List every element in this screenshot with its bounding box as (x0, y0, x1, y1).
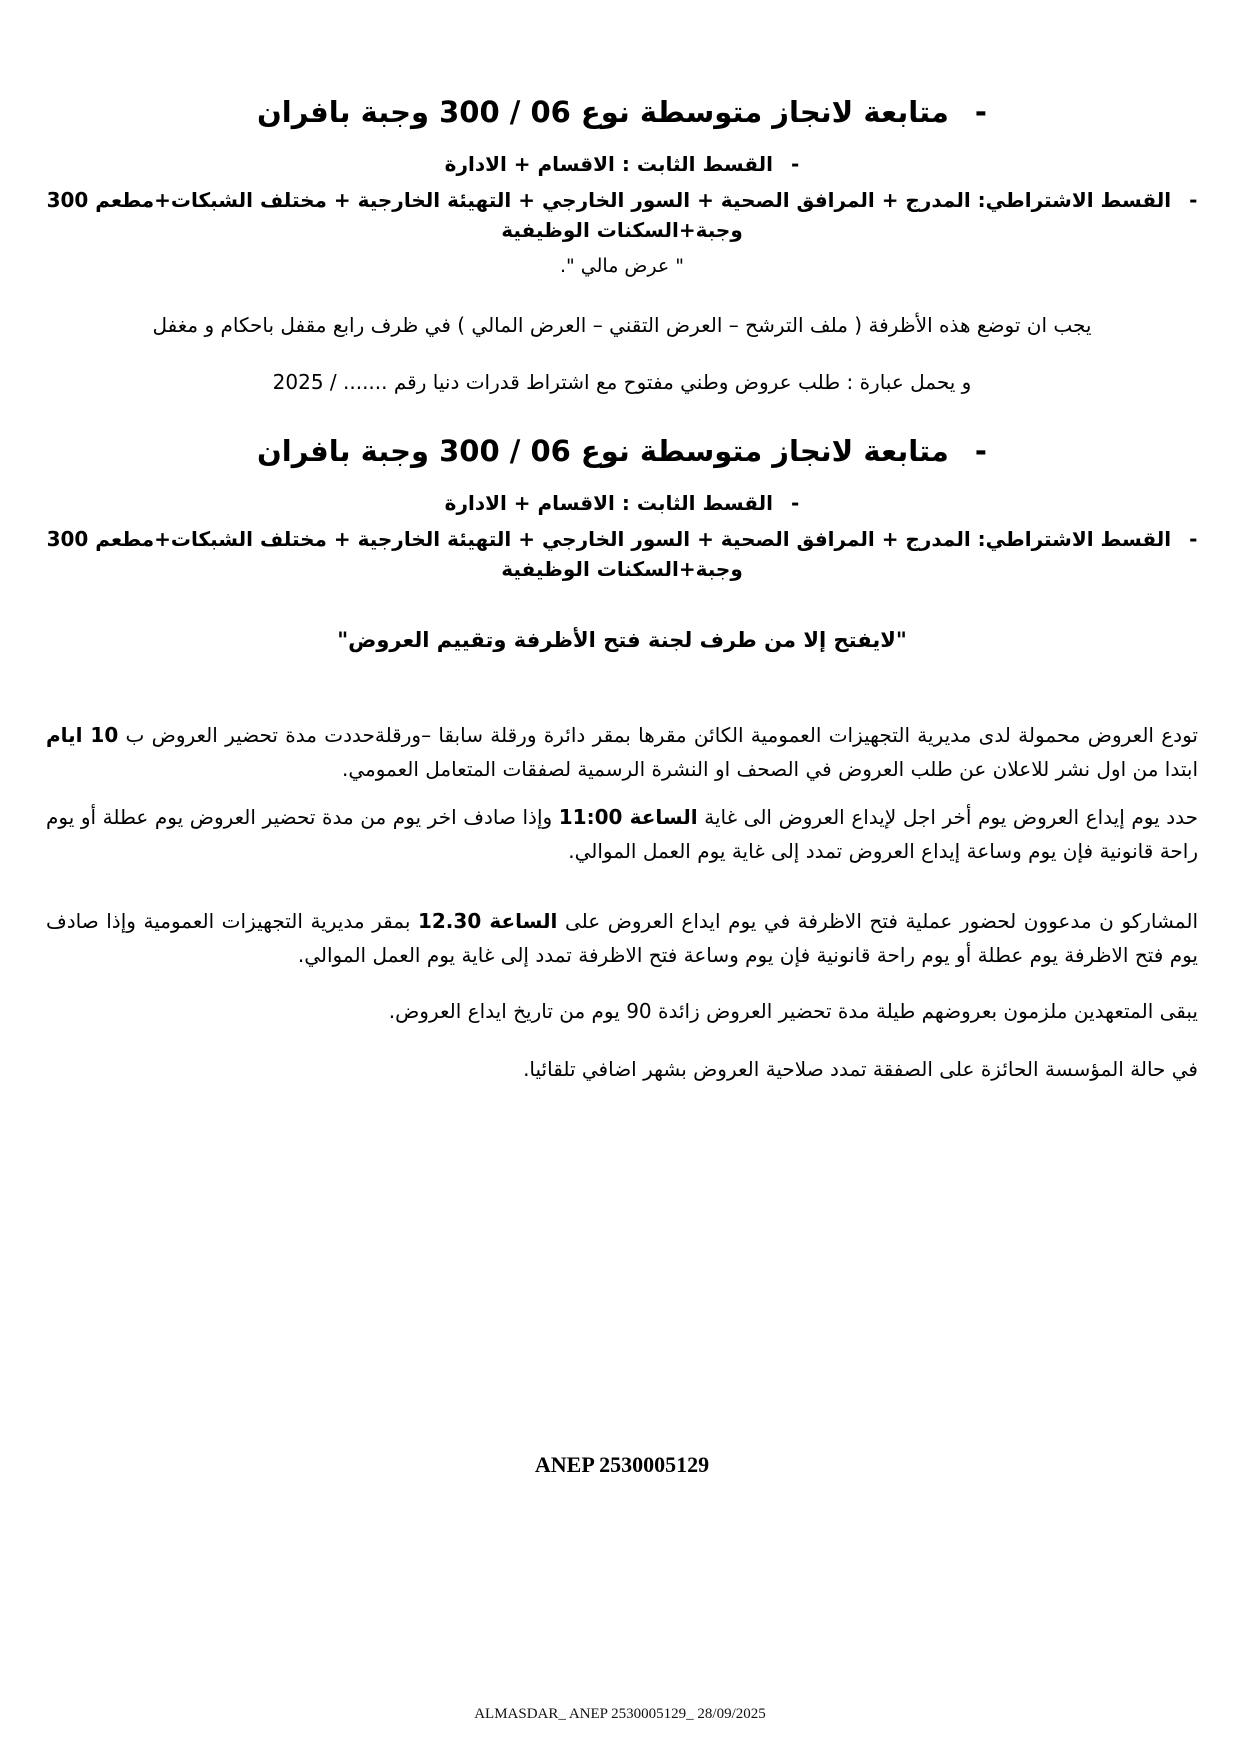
fixed-lot-1-text: القسط الثابت : الاقسام + الادارة (444, 152, 774, 176)
bullet-dash: - (791, 491, 800, 515)
deadline-paragraph (46, 800, 1198, 868)
opening-paragraph (46, 904, 1198, 972)
deposit-text-post: ابتدا من اول نشر للاعلان عن طلب العروض في الصحف او النشرة الرسمية لصفقات المتعامل العمومي. (341, 757, 1198, 781)
tender-title-2-text: متابعة لانجاز متوسطة نوع 06 / 300 وجبة بافران (257, 434, 949, 468)
envelopes-instruction: يجب ان توضع هذه الأظرفة ( ملف الترشح – العرض التقني – العرض المالي ) في ظرف رابع مقفل باحكام و مغفل (152, 313, 1092, 337)
conditional-lot-2 (46, 524, 1198, 584)
deadline-text-pre: حدد يوم إيداع العروض يوم أخر اجل لإيداع العروض الى غاية (697, 805, 1198, 829)
deadline-time-value: الساعة 11:00 (558, 805, 698, 829)
conditional-lot-1-text: القسط الاشتراطي: المدرج + المرافق الصحية + السور الخارجي + التهيئة الخارجية + مختلف الشبكات+مطعم 300 وجبة+السكنات الوظيفية (46, 188, 1172, 242)
opening-text-pre: المشاركو ن مدعوون لحضور عملية فتح الاظرفة في يوم ايداع العروض على (557, 909, 1199, 933)
fixed-lot-2 (46, 488, 1198, 518)
tender-title-1 (46, 88, 1198, 136)
conditional-lot-1 (46, 185, 1198, 245)
deposit-text-pre: تودع العروض محمولة لدى مديرية التجهيزات العمومية الكائن مقرها بمقر دائرة ورقلة سابقا –ورقلةحددت مدة تحضير العروض ب (118, 723, 1198, 747)
preparation-duration-value: 10 ايام (46, 723, 119, 747)
opening-time-value: الساعة 12.30 (417, 909, 558, 933)
opening-text-post: بمقر مديرية التجهيزات العمومية وإذا صادف يوم فتح الاظرفة يوم عطلة أو يوم راحة قانونية فإن يوم وساعة فتح الاظرفة تمدد إلى غاية يوم العمل الموالي. (46, 909, 1198, 967)
bullet-dash: - (791, 152, 800, 176)
fixed-lot-2-text: القسط الثابت : الاقسام + الادارة (444, 491, 774, 515)
bullet-dash: - (974, 95, 987, 129)
tender-title-1-text: متابعة لانجاز متوسطة نوع 06 / 300 وجبة بافران (257, 95, 949, 129)
anep-reference: ANEP 2530005129 (534, 1452, 710, 1477)
footer-reference: ALMASDAR_ ANEP 2530005129_ 28/09/2025 (474, 1706, 766, 1722)
offers-deposit-paragraph (46, 718, 1198, 786)
fixed-lot-1 (46, 149, 1198, 179)
conditional-lot-2-text: القسط الاشتراطي: المدرج + المرافق الصحية + السور الخارجي + التهيئة الخارجية + مختلف الشبكات+مطعم 300 وجبة+السكنات الوظيفية (46, 527, 1172, 581)
envelope-wording: و يحمل عبارة : طلب عروض وطني مفتوح مع اشتراط قدرات دنيا رقم ....... / 2025 (272, 370, 972, 394)
opening-committee-note: "لايفتح إلا من طرف لجنة فتح الأظرفة وتقييم العروض" (337, 628, 907, 652)
deadline-text-post: وإذا صادف اخر يوم من مدة تحضير العروض يوم عطلة أو يوم راحة قانونية فإن يوم وساعة إيداع العروض تمدد إلى غاية يوم العمل الموالي. (46, 805, 1198, 863)
bullet-dash: - (974, 434, 987, 468)
validity-paragraph: يبقى المتعهدين ملزمون بعروضهم طيلة مدة تحضير العروض زائدة 90 يوم من تاريخ ايداع العروض. (388, 999, 1198, 1023)
extension-paragraph: في حالة المؤسسة الحائزة على الصفقة تمدد صلاحية العروض بشهر اضافي تلقائيا. (523, 1057, 1198, 1081)
tender-title-2 (46, 427, 1198, 475)
bullet-dash: - (1189, 188, 1198, 212)
bullet-dash: - (1189, 527, 1198, 551)
financial-offer-note: " عرض مالي ". (559, 255, 685, 277)
